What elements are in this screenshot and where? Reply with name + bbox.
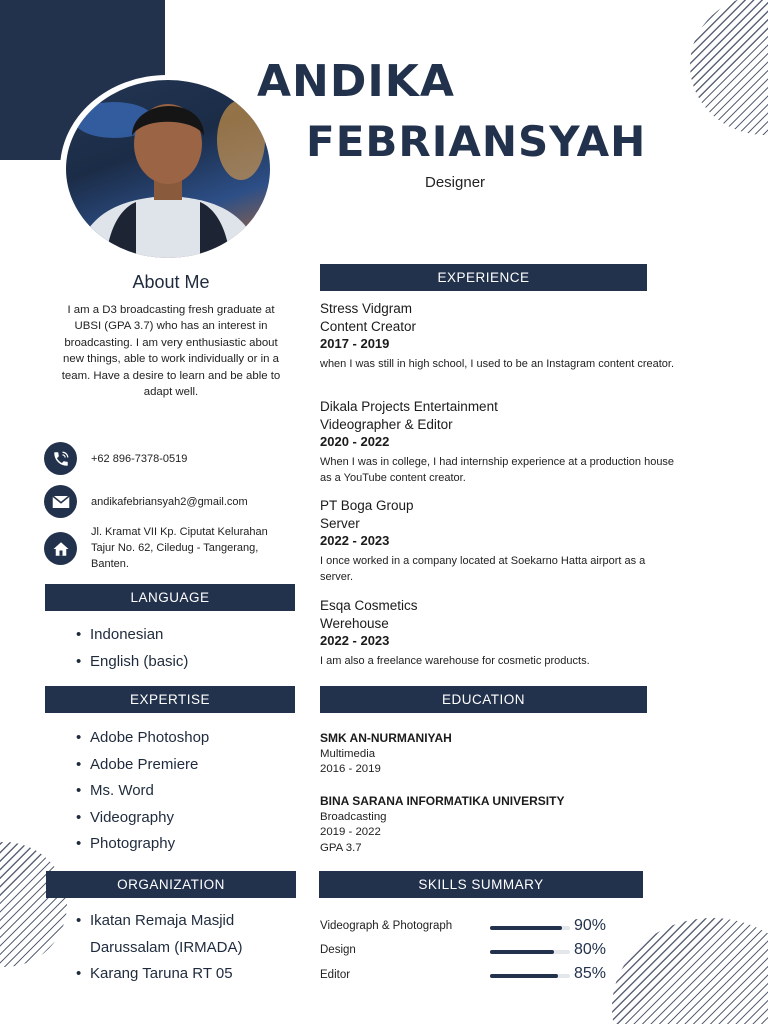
experience-dates: 2022 - 2023 — [320, 533, 390, 548]
skill-label: Editor — [320, 969, 351, 981]
home-address: Jl. Kramat VII Kp. Ciputat Kelurahan Tajur No. 62, Ciledug - Tangerang, Banten. — [91, 526, 268, 570]
email-address[interactable]: andikafebriansyah2@gmail.com — [91, 496, 248, 508]
experience-role: Server — [320, 515, 360, 531]
expertise-section-header: EXPERTISE — [45, 686, 295, 713]
phone-icon — [44, 442, 77, 475]
profile-photo — [66, 80, 270, 258]
experience-role: Videographer & Editor — [320, 416, 453, 432]
experience-dates: 2022 - 2023 — [320, 633, 390, 648]
skill-percent: 85% — [574, 965, 607, 982]
education-field: Broadcasting — [320, 810, 387, 823]
job-role: Designer — [425, 174, 486, 191]
decorative-circle-bottom-right — [612, 918, 768, 1024]
about-title: About Me — [132, 272, 210, 292]
home-icon — [44, 532, 77, 565]
skill-bar-fill — [490, 974, 558, 978]
phone-number[interactable]: +62 896-7378-0519 — [91, 453, 188, 465]
list-item: • Adobe Premiere — [76, 752, 209, 779]
education-years: 2016 - 2019 — [320, 763, 381, 775]
experience-description: When I was in college, I had internship experience at a production house as a YouTube content creator. — [320, 455, 675, 484]
skill-bar — [490, 926, 570, 930]
list-item: • Karang Taruna RT 05 — [76, 961, 243, 988]
language-list — [76, 622, 188, 675]
education-years: 2019 - 2022 — [320, 826, 381, 838]
decorative-circle-bottom-left — [0, 842, 67, 967]
list-item: • Ikatan Remaja Masjid — [76, 908, 243, 935]
experience-dates: 2020 - 2022 — [320, 434, 390, 449]
education-section-header: EDUCATION — [320, 686, 647, 713]
skill-bar-fill — [490, 950, 554, 954]
skill-bar — [490, 974, 570, 978]
about-text: I am a D3 broadcasting fresh graduate at UBSI (GPA 3.7) who has an interest in broadcasting. I am very enthusiastic about new things, able to work individually or in a team. Have a desire to learn and be able to adapt well. — [61, 304, 281, 399]
experience-role: Content Creator — [320, 318, 417, 334]
person-silhouette-icon — [66, 80, 270, 258]
experience-dates: 2017 - 2019 — [320, 336, 390, 351]
experience-company: Esqa Cosmetics — [320, 598, 418, 613]
skills-section-header: SKILLS SUMMARY — [319, 871, 643, 898]
organization-list — [76, 908, 243, 988]
list-item: • Photography — [76, 831, 209, 858]
skill-bar — [490, 950, 570, 954]
education-school: BINA SARANA INFORMATIKA UNIVERSITY — [320, 794, 565, 808]
skill-bar-fill — [490, 926, 562, 930]
decorative-circle-top-right — [690, 0, 768, 135]
education-item — [320, 794, 650, 856]
experience-company: PT Boga Group — [320, 498, 414, 513]
list-item-continuation: Darussalam (IRMADA) — [90, 938, 243, 956]
list-item: • Adobe Photoshop — [76, 725, 209, 752]
experience-section-header: EXPERIENCE — [320, 264, 647, 291]
education-item — [320, 731, 650, 778]
envelope-icon — [44, 485, 77, 518]
skill-percent: 90% — [574, 917, 607, 934]
experience-item — [320, 300, 680, 372]
last-name: FEBRIANSYAH — [306, 117, 647, 166]
experience-item — [320, 497, 680, 586]
skill-percent: 80% — [574, 941, 607, 958]
list-item: • English (basic) — [76, 649, 188, 676]
skill-label: Design — [320, 944, 356, 956]
experience-item — [320, 398, 680, 487]
experience-company: Dikala Projects Entertainment — [320, 399, 498, 414]
experience-company: Stress Vidgram — [320, 301, 413, 316]
list-item: • Indonesian — [76, 622, 188, 649]
experience-item — [320, 597, 680, 669]
expertise-list — [76, 725, 209, 858]
list-item: • Videography — [76, 805, 209, 832]
education-gpa: GPA 3.7 — [320, 841, 362, 854]
experience-description: I am also a freelance warehouse for cosmetic products. — [320, 654, 590, 667]
experience-role: Werehouse — [320, 615, 389, 631]
education-field: Multimedia — [320, 747, 376, 760]
education-school: SMK AN-NURMANIYAH — [320, 731, 452, 745]
list-item: • Ms. Word — [76, 778, 209, 805]
experience-description: when I was still in high school, I used to be an Instagram content creator. — [320, 357, 675, 370]
first-name: ANDIKA — [257, 56, 455, 107]
language-section-header: LANGUAGE — [45, 584, 295, 611]
skill-label: Videograph & Photograph — [320, 920, 453, 932]
organization-section-header: ORGANIZATION — [46, 871, 296, 898]
experience-description: I once worked in a company located at Soekarno Hatta airport as a server. — [320, 554, 646, 583]
